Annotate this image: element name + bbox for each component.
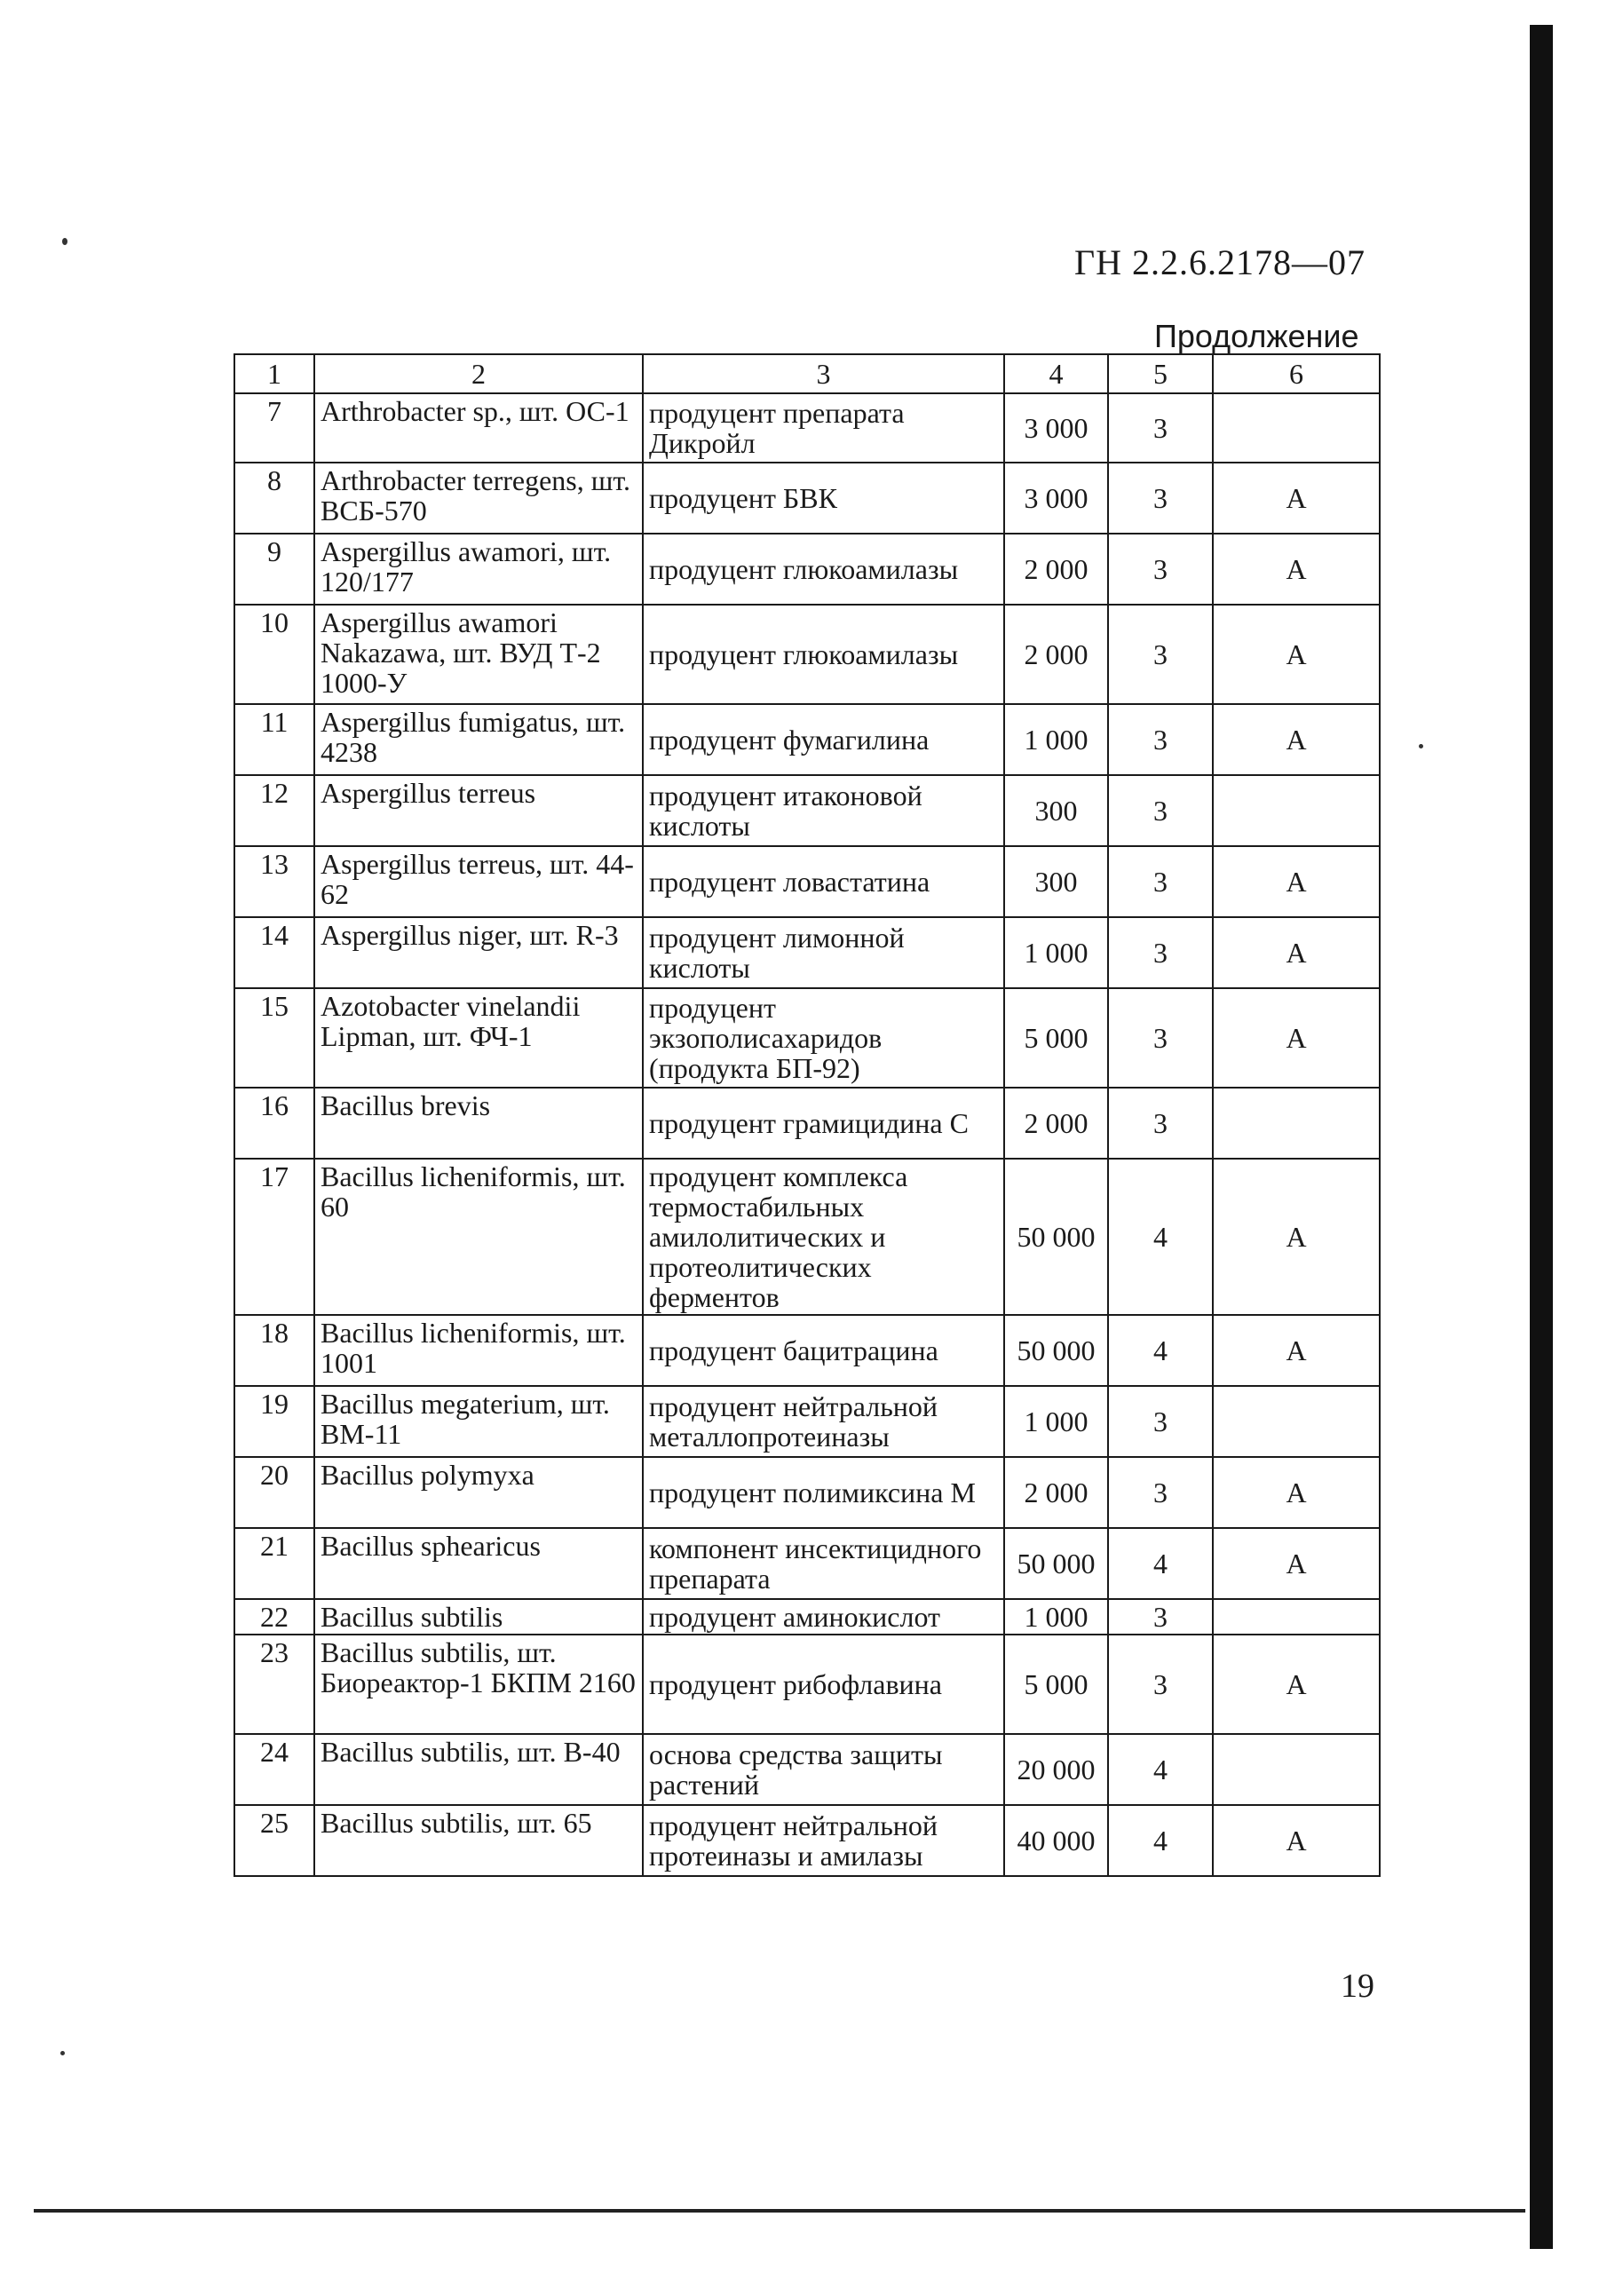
column-number: 5 (1108, 354, 1213, 393)
table-row (234, 534, 1380, 605)
value-cell: 5 000 (1004, 988, 1108, 1088)
organism-name-cell: Bacillus polymyxa (314, 1457, 643, 1528)
row-number-cell: 23 (234, 1635, 314, 1734)
row-number-cell: 19 (234, 1386, 314, 1457)
purpose-cell: продуцент грамицидина С (643, 1088, 1004, 1159)
column-number: 2 (314, 354, 643, 393)
organism-name-cell: Bacillus megaterium, шт. ВМ-11 (314, 1386, 643, 1457)
hazard-class-cell: 3 (1108, 988, 1213, 1088)
value-cell: 20 000 (1004, 1734, 1108, 1805)
value-cell: 40 000 (1004, 1805, 1108, 1876)
continuation-label: Продолжение (1154, 318, 1359, 354)
organism-name-cell: Aspergillus fumigatus, шт. 4238 (314, 704, 643, 775)
purpose-cell: продуцент ловастатина (643, 846, 1004, 917)
value-cell: 3 000 (1004, 463, 1108, 534)
column-number: 3 (643, 354, 1004, 393)
purpose-cell: продуцент бацитрацина (643, 1315, 1004, 1386)
table-row (234, 1159, 1380, 1315)
mark-cell: А (1213, 1315, 1380, 1386)
mark-cell: А (1213, 917, 1380, 988)
hazard-class-cell: 4 (1108, 1734, 1213, 1805)
hazard-class-cell: 3 (1108, 1386, 1213, 1457)
value-cell: 300 (1004, 775, 1108, 846)
table-row (234, 1599, 1380, 1635)
organism-name-cell: Aspergillus terreus (314, 775, 643, 846)
purpose-cell: продуцент препарата Дикройл (643, 393, 1004, 463)
value-cell: 50 000 (1004, 1528, 1108, 1599)
table-row (234, 463, 1380, 534)
mark-cell: А (1213, 1457, 1380, 1528)
row-number-cell: 12 (234, 775, 314, 846)
hazard-class-cell: 3 (1108, 846, 1213, 917)
hazard-class-cell: 3 (1108, 393, 1213, 463)
table-row (234, 1805, 1380, 1876)
hazard-class-cell: 3 (1108, 605, 1213, 704)
purpose-cell: продуцент глюкоамилазы (643, 534, 1004, 605)
table-row (234, 704, 1380, 775)
value-cell: 50 000 (1004, 1159, 1108, 1315)
value-cell: 1 000 (1004, 1599, 1108, 1635)
mark-cell (1213, 1088, 1380, 1159)
bottom-rule (34, 2209, 1525, 2213)
row-number-cell: 9 (234, 534, 314, 605)
mark-cell: А (1213, 704, 1380, 775)
value-cell: 1 000 (1004, 704, 1108, 775)
scan-speck (1419, 744, 1423, 748)
mark-cell (1213, 1734, 1380, 1805)
organism-name-cell: Arthrobacter sp., шт. ОС-1 (314, 393, 643, 463)
value-cell: 5 000 (1004, 1635, 1108, 1734)
organism-name-cell: Aspergillus terreus, шт. 44-62 (314, 846, 643, 917)
mark-cell: А (1213, 463, 1380, 534)
purpose-cell: продуцент итаконовой кислоты (643, 775, 1004, 846)
hazard-class-cell: 3 (1108, 917, 1213, 988)
page-number: 19 (1341, 1967, 1374, 2005)
hazard-class-cell: 4 (1108, 1805, 1213, 1876)
value-cell: 3 000 (1004, 393, 1108, 463)
organism-name-cell: Azotobacter vinelandii Lipman, шт. ФЧ-1 (314, 988, 643, 1088)
hazard-class-cell: 3 (1108, 1599, 1213, 1635)
purpose-cell: продуцент лимонной кислоты (643, 917, 1004, 988)
purpose-cell: продуцент полимиксина М (643, 1457, 1004, 1528)
row-number-cell: 15 (234, 988, 314, 1088)
row-number-cell: 24 (234, 1734, 314, 1805)
mark-cell (1213, 1386, 1380, 1457)
mark-cell: А (1213, 1635, 1380, 1734)
table-row (234, 1386, 1380, 1457)
organism-name-cell: Bacillus sphearicus (314, 1528, 643, 1599)
mark-cell: А (1213, 846, 1380, 917)
organism-name-cell: Aspergillus niger, шт. R-3 (314, 917, 643, 988)
purpose-cell: продуцент нейтральной протеиназы и амилазы (643, 1805, 1004, 1876)
mark-cell: А (1213, 988, 1380, 1088)
document-code: ГН 2.2.6.2178—07 (1074, 242, 1366, 282)
row-number-cell: 7 (234, 393, 314, 463)
row-number-cell: 11 (234, 704, 314, 775)
organism-name-cell: Aspergillus awamori, шт. 120/177 (314, 534, 643, 605)
hazard-class-cell: 4 (1108, 1528, 1213, 1599)
hazard-class-cell: 3 (1108, 534, 1213, 605)
value-cell: 300 (1004, 846, 1108, 917)
data-table (234, 353, 1381, 1877)
table-row (234, 846, 1380, 917)
organism-name-cell: Arthrobacter terregens, шт. ВСБ-570 (314, 463, 643, 534)
hazard-class-cell: 3 (1108, 775, 1213, 846)
purpose-cell: продуцент нейтральной металлопротеиназы (643, 1386, 1004, 1457)
table-row (234, 917, 1380, 988)
column-number-row (234, 354, 1380, 393)
organism-name-cell: Aspergillus awamori Nakazawa, шт. ВУД Т-2 1000-У (314, 605, 643, 704)
table-row (234, 775, 1380, 846)
organism-name-cell: Bacillus licheniformis, шт. 60 (314, 1159, 643, 1315)
mark-cell (1213, 775, 1380, 846)
organism-name-cell: Bacillus subtilis, шт. 65 (314, 1805, 643, 1876)
column-number: 6 (1213, 354, 1380, 393)
organism-name-cell: Bacillus brevis (314, 1088, 643, 1159)
value-cell: 1 000 (1004, 1386, 1108, 1457)
table-row (234, 393, 1380, 463)
value-cell: 2 000 (1004, 534, 1108, 605)
hazard-class-cell: 4 (1108, 1315, 1213, 1386)
table-body (234, 354, 1380, 1876)
table-row (234, 1088, 1380, 1159)
mark-cell: А (1213, 1528, 1380, 1599)
mark-cell (1213, 393, 1380, 463)
scan-speck (62, 238, 67, 245)
organism-name-cell: Bacillus subtilis, шт. Биореактор-1 БКПМ 2160 (314, 1635, 643, 1734)
mark-cell: А (1213, 605, 1380, 704)
value-cell: 1 000 (1004, 917, 1108, 988)
column-number: 1 (234, 354, 314, 393)
row-number-cell: 14 (234, 917, 314, 988)
hazard-class-cell: 3 (1108, 704, 1213, 775)
purpose-cell: продуцент глюкоамилазы (643, 605, 1004, 704)
hazard-class-cell: 3 (1108, 1088, 1213, 1159)
purpose-cell: продуцент рибофлавина (643, 1635, 1004, 1734)
mark-cell: А (1213, 1805, 1380, 1876)
purpose-cell: продуцент экзополисахаридов (продукта БП-92) (643, 988, 1004, 1088)
table-row (234, 1635, 1380, 1734)
row-number-cell: 8 (234, 463, 314, 534)
value-cell: 2 000 (1004, 1088, 1108, 1159)
row-number-cell: 10 (234, 605, 314, 704)
value-cell: 50 000 (1004, 1315, 1108, 1386)
row-number-cell: 21 (234, 1528, 314, 1599)
table-row (234, 605, 1380, 704)
row-number-cell: 16 (234, 1088, 314, 1159)
scan-speck (60, 2051, 65, 2055)
value-cell: 2 000 (1004, 605, 1108, 704)
column-number: 4 (1004, 354, 1108, 393)
purpose-cell: компонент инсектицидного препарата (643, 1528, 1004, 1599)
row-number-cell: 20 (234, 1457, 314, 1528)
scan-edge-bar (1530, 25, 1553, 2249)
purpose-cell: продуцент аминокислот (643, 1599, 1004, 1635)
row-number-cell: 17 (234, 1159, 314, 1315)
mark-cell: А (1213, 1159, 1380, 1315)
mark-cell (1213, 1599, 1380, 1635)
table-row (234, 1457, 1380, 1528)
purpose-cell: продуцент комплекса термостабильных амилолитических и протеолитических ферментов (643, 1159, 1004, 1315)
purpose-cell: продуцент БВК (643, 463, 1004, 534)
hazard-class-cell: 3 (1108, 463, 1213, 534)
row-number-cell: 22 (234, 1599, 314, 1635)
hazard-class-cell: 3 (1108, 1635, 1213, 1734)
hazard-class-cell: 3 (1108, 1457, 1213, 1528)
organism-name-cell: Bacillus subtilis (314, 1599, 643, 1635)
organism-name-cell: Bacillus subtilis, шт. В-40 (314, 1734, 643, 1805)
table-row (234, 1734, 1380, 1805)
table-row (234, 1528, 1380, 1599)
mark-cell: А (1213, 534, 1380, 605)
table-row (234, 1315, 1380, 1386)
purpose-cell: продуцент фумагилина (643, 704, 1004, 775)
value-cell: 2 000 (1004, 1457, 1108, 1528)
table-row (234, 988, 1380, 1088)
hazard-class-cell: 4 (1108, 1159, 1213, 1315)
organism-name-cell: Bacillus licheniformis, шт. 1001 (314, 1315, 643, 1386)
purpose-cell: основа средства защиты растений (643, 1734, 1004, 1805)
row-number-cell: 18 (234, 1315, 314, 1386)
row-number-cell: 13 (234, 846, 314, 917)
row-number-cell: 25 (234, 1805, 314, 1876)
